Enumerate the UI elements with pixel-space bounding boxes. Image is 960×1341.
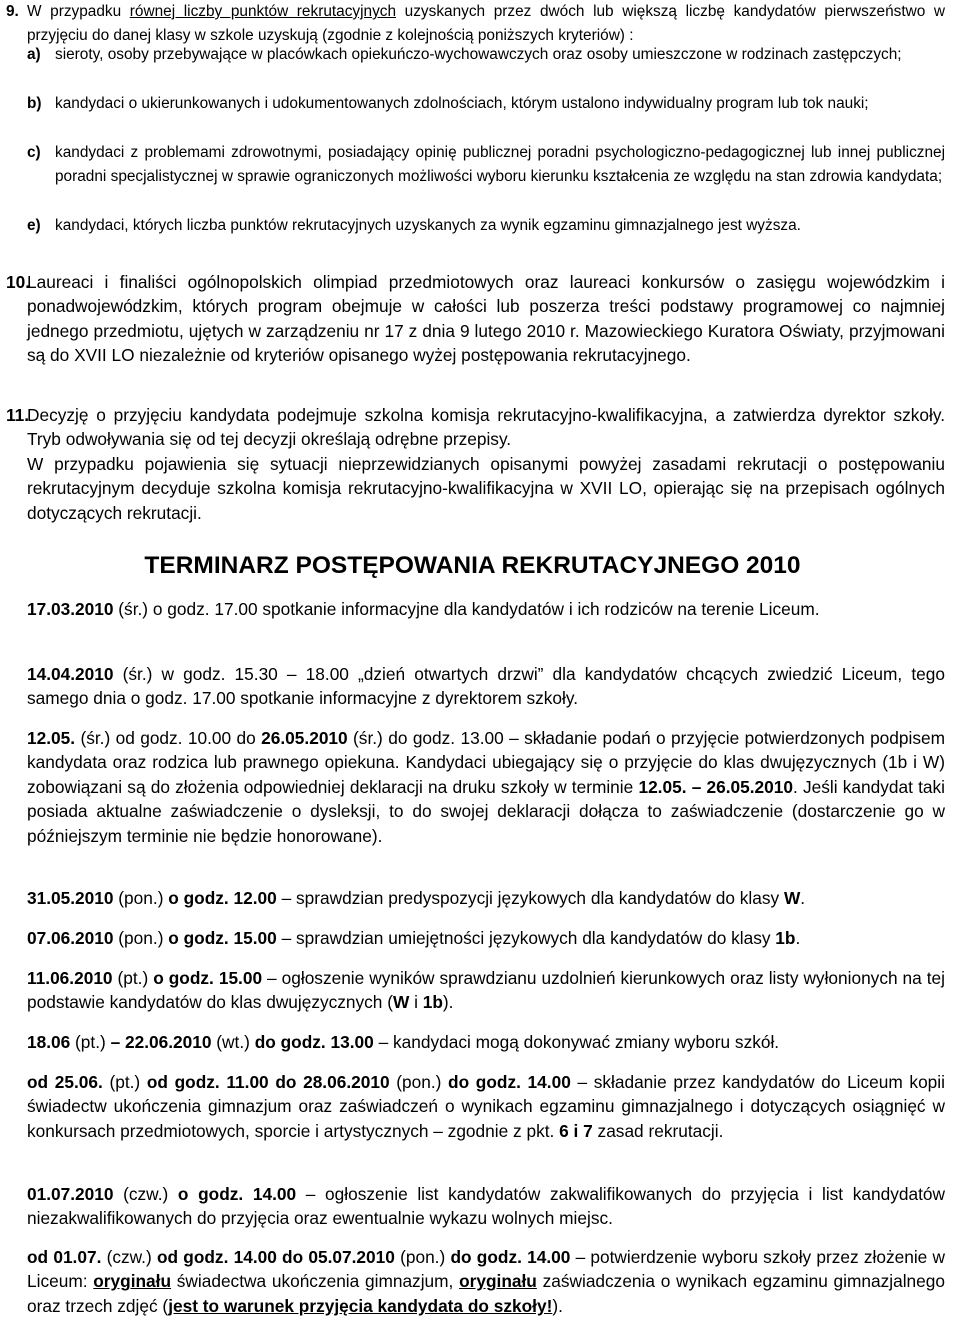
entry-date: 18.06 [27,1032,71,1052]
paragraph-11-number: 11. [6,405,30,425]
underlined-phrase: równej liczby punktów rekrutacyjnych [129,3,397,20]
underlined-original: oryginału [93,1271,172,1292]
schedule-title: TERMINARZ POSTĘPOWANIA REKRUTACYJNEGO 2010 [144,552,801,579]
schedule-entry-3: 12.05. (śr.) od godz. 10.00 do 26.05.2010 (śr.) do godz. 13.00 – składanie podań o przyjęcie potwierdzonych podpisem kandydata oraz rodzica lub prawnego opiekuna. Kandydaci ubiegający się o przyjęcie do klas dwujęzycznych (1b i W) zobowiązani są do złożenia odpowiedniej deklaracji na druku szkoły w terminie 12.05. – 26.05.2010. Jeśli kandydat taki posiada aktualne zaświadczenie o dysleksji, to do swojej deklaracji dołącza to zaświadczenie (dostarczenie go w późniejszym terminie nie będzie honorowane). [27,728,946,846]
schedule-entry-7: 18.06 (pt.) – 22.06.2010 (wt.) do godz. 13.00 – kandydaci mogą dokonywać zmiany wyboru szkół. [27,1032,780,1052]
criterion-e [0,214,945,238]
paragraph-10-text: Laureaci i finaliści ogólnopolskich olimpiad przedmiotowych oraz laureaci konkursów o zasięgu wojewódzkim i ponadwojewódzkim, których program obejmuje w całości lub poszerza treści podstawy programowej co najmniej jednego przedmiotu, ujętych w zarządzeniu nr 17 z dnia 9 lutego 2010 r. Mazowieckiego Kuratora Oświaty, przyjmowani są do XVII LO niezależnie od kryteriów opisanego wyżej postępowania rekrutacyjnego. [27,272,945,366]
criterion-text: sieroty, osoby przebywające w placówkach opiekuńczo-wychowawczych oraz osoby umieszczone w rodzinach zastępczych; [55,46,902,63]
criterion-text: kandydaci z problemami zdrowotnymi, posiadający opinię publicznej poradni psychologiczno-pedagogicznej lub innej publicznej poradni specjalistycznej w sprawie ograniczonych możliwości wyboru kierunku kształcenia ze względu na stan zdrowia kandydata; [55,144,945,185]
schedule-entry-5: 07.06.2010 (pon.) o godz. 15.00 – sprawdzian umiejętności językowych dla kandydatów do klasy 1b. [27,928,801,948]
paragraph-9-number: 9. [6,3,19,20]
criterion-a [0,43,945,67]
criterion-label: e) [27,217,41,234]
criterion-label: c) [27,144,41,161]
criterion-c [0,141,945,189]
entry-date: 17.03.2010 [27,599,114,619]
entry-date: 11.06.2010 [27,968,113,988]
paragraph-9-intro [0,0,945,48]
criterion-b [0,92,945,116]
entry-date: 14.04.2010 [27,664,114,684]
paragraph-10-number: 10. [6,272,31,292]
criterion-label: a) [27,46,41,63]
schedule-entry-1: 17.03.2010 (śr.) o godz. 17.00 spotkanie informacyjne dla kandydatów i ich rodziców na terenie Liceum. [27,599,820,619]
entry-date: 01.07.2010 [27,1184,114,1204]
paragraph-10 [0,270,945,368]
schedule-entry-2: 14.04.2010 (śr.) w godz. 15.30 – 18.00 „dzień otwartych drzwi” dla kandydatów chcących zwiedzić Liceum, tego samego dnia o godz. 17.00 spotkanie informacyjne z dyrektorem szkoły. [27,664,945,709]
paragraph-11 [0,403,945,525]
schedule-entry-8: od 25.06. (pt.) od godz. 11.00 do 28.06.2010 (pon.) do godz. 14.00 – składanie przez kandydatów do Liceum kopii świadectw ukończenia gimnazjum oraz zaświadczeń o wynikach egzaminu gimnazjalnego i dotyczących osiągnięć w konkursach przedmiotowych, sporcie i artystycznych – zgodnie z pkt. 6 i 7 zasad rekrutacji. [27,1072,945,1141]
entry-date: 12.05. [27,728,76,748]
criterion-text: kandydaci, których liczba punktów rekrutacyjnych uzyskanych za wynik egzaminu gimnazjalnego jest wyższa. [55,217,801,234]
paragraph-11-text: Decyzję o przyjęciu kandydata podejmuje szkolna komisja rekrutacyjno-kwalifikacyjna, a zatwierdza dyrektor szkoły. Tryb odwoływania się od tej decyzji określają odrębne przepisy. W przypadku pojawienia się sytuacji nieprzewidzianych opisanymi powyżej zasadami rekrutacji o postępowaniu rekrutacyjnym decyduje szkolna komisja rekrutacyjno-kwalifikacyjna w XVII LO, opierając się na przepisach ogólnych dotyczących rekrutacji. [27,405,945,523]
paragraph-9-text: W przypadku równej liczby punktów rekrutacyjnych uzyskanych przez dwóch lub większą liczbę kandydatów pierwszeństwo w przyjęciu do danej klasy w szkole uzyskują (zgodnie z kolejnością poniższych kryteriów) : [27,3,946,44]
schedule-entry-6: 11.06.2010 (pt.) o godz. 15.00 – ogłoszenie wyników sprawdzianu uzdolnień kierunkowych oraz listy wyłonionych na tej podstawie kandydatów do klas dwujęzycznych (W i 1b). [27,968,945,1013]
entry-date: 07.06.2010 [27,928,114,948]
schedule-entry-10: od 01.07. (czw.) od godz. 14.00 do 05.07.2010 (pon.) do godz. 14.00 – potwierdzenie wyboru szkoły przez złożenie w Liceum: oryginału świadectwa ukończenia gimnazjum, oryginału zaświadczenia o wynikach egzaminu gimnazjalnego oraz trzech zdjęć (jest to warunek przyjęcia kandydata do szkoły!). [27,1247,945,1316]
criterion-text: kandydaci o ukierunkowanych i udokumentowanych zdolnościach, którym ustalono indywidualny program lub tok nauki; [55,95,869,112]
entry-date: 31.05.2010 [27,888,114,908]
criterion-label: b) [27,95,42,112]
entry-date: od 25.06. [27,1072,103,1092]
schedule-entry-4: 31.05.2010 (pon.) o godz. 12.00 – sprawdzian predyspozycji językowych dla kandydatów do klasy W. [27,888,806,908]
entry-date: od 01.07. [27,1247,102,1267]
schedule-entry-9: 01.07.2010 (czw.) o godz. 14.00 – ogłoszenie list kandydatów zakwalifikowanych do przyjęcia i list kandydatów niezakwalifikowanych do przyjęcia oraz ewentualnie wykazu wolnych miejsc. [27,1184,945,1229]
underlined-original: oryginału [459,1271,537,1292]
admission-condition-note: jest to warunek przyjęcia kandydata do szkoły! [168,1295,553,1316]
